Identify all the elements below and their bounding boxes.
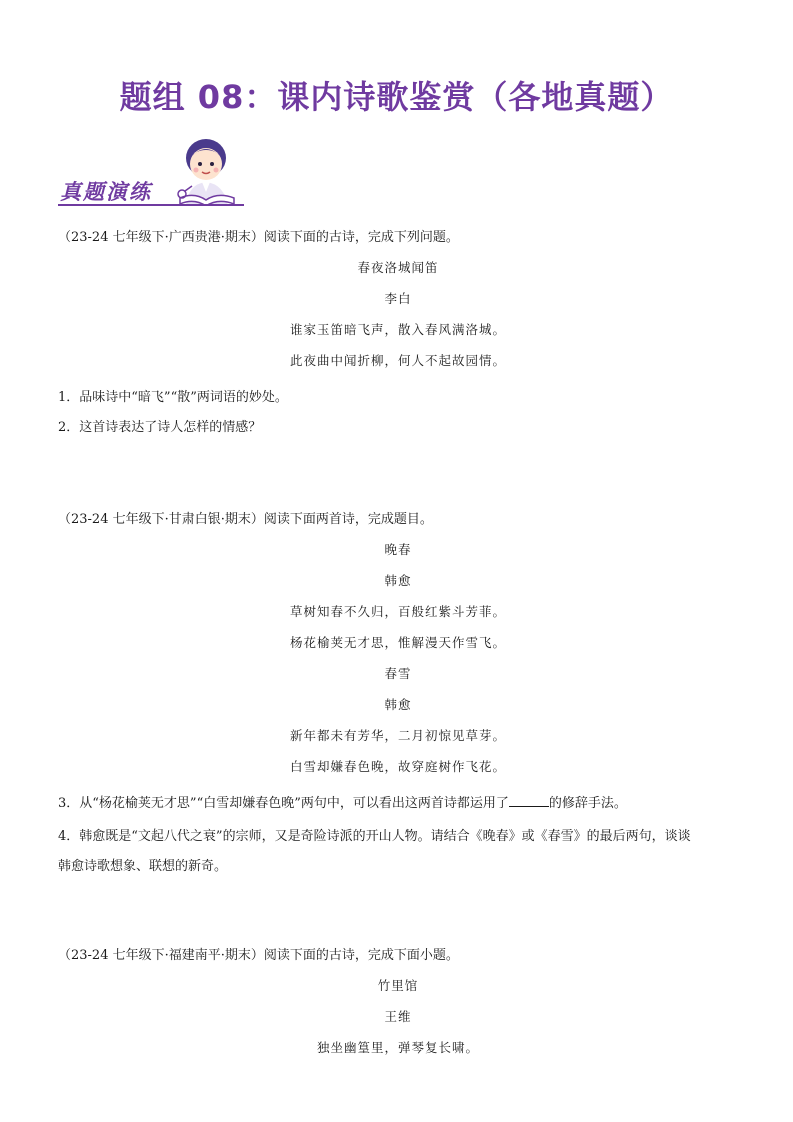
question-text: 这首诗表达了诗人怎样的情感？: [79, 420, 262, 435]
question-3: 3．从“杨花榆荚无才思”“白雪却嫌春色晚”两句中，可以看出这两首诗都运用了 的修辞手法。: [58, 796, 627, 811]
answer-blank[interactable]: [509, 794, 549, 807]
question-2: 2．这首诗表达了诗人怎样的情感？: [58, 420, 262, 435]
poem-line: 谁家玉笛暗飞声，散入春风满洛城。: [289, 322, 506, 337]
question-1: 1．品味诗中“暗飞”“散”两词语的妙处。: [58, 390, 288, 405]
question-group-2: [58, 510, 738, 782]
poem-line: 独坐幽篁里，弹琴复长啸。: [316, 1040, 479, 1055]
poem-author: 韩愈: [384, 573, 412, 588]
poem-title: 春雪: [384, 666, 412, 681]
poem-author: 李白: [384, 291, 412, 306]
poem-title: 竹里馆: [377, 978, 419, 993]
student-reading-icon: [176, 136, 242, 206]
group-3-intro: （23-24 七年级下·福建南平·期末）阅读下面的古诗，完成下面小题。: [58, 948, 459, 963]
question-group-1: [58, 228, 738, 376]
page-title: 题组 08：课内诗歌鉴赏（各地真题）: [119, 78, 674, 116]
poem-line: 新年都未有芳华，二月初惊见草芽。: [289, 728, 506, 743]
question-group-3: [58, 946, 738, 1063]
section-badge: [58, 136, 248, 211]
badge-label: 真题演练: [60, 179, 152, 204]
poem-title: 晚春: [384, 542, 412, 557]
poem-line: 白雪却嫌春色晚，故穿庭树作飞花。: [289, 759, 506, 774]
poem-line: 草树知春不久归，百般红紫斗芳菲。: [289, 604, 506, 619]
poem-author: 王维: [384, 1009, 412, 1024]
question-text: 品味诗中“暗飞”“散”两词语的妙处。: [79, 390, 288, 405]
poem-line: 此夜曲中闻折柳，何人不起故园情。: [289, 353, 506, 368]
poem-line: 杨花榆荚无才思，惟解漫天作雪飞。: [289, 635, 506, 650]
poem-author: 韩愈: [384, 697, 412, 712]
question-4: 4．韩愈既是“文起八代之衰”的宗师，又是奇险诗派的开山人物。请结合《晚春》或《春雪》的最后两句，谈谈 韩愈诗歌想象、联想的新奇。: [58, 829, 691, 874]
badge-underline: [58, 204, 244, 206]
group-1-intro: （23-24 七年级下·广西贵港·期末）阅读下面的古诗，完成下列问题。: [58, 230, 459, 245]
poem-title: 春夜洛城闻笛: [357, 260, 439, 275]
group-2-intro: （23-24 七年级下·甘肃白银·期末）阅读下面两首诗，完成题目。: [58, 512, 433, 527]
